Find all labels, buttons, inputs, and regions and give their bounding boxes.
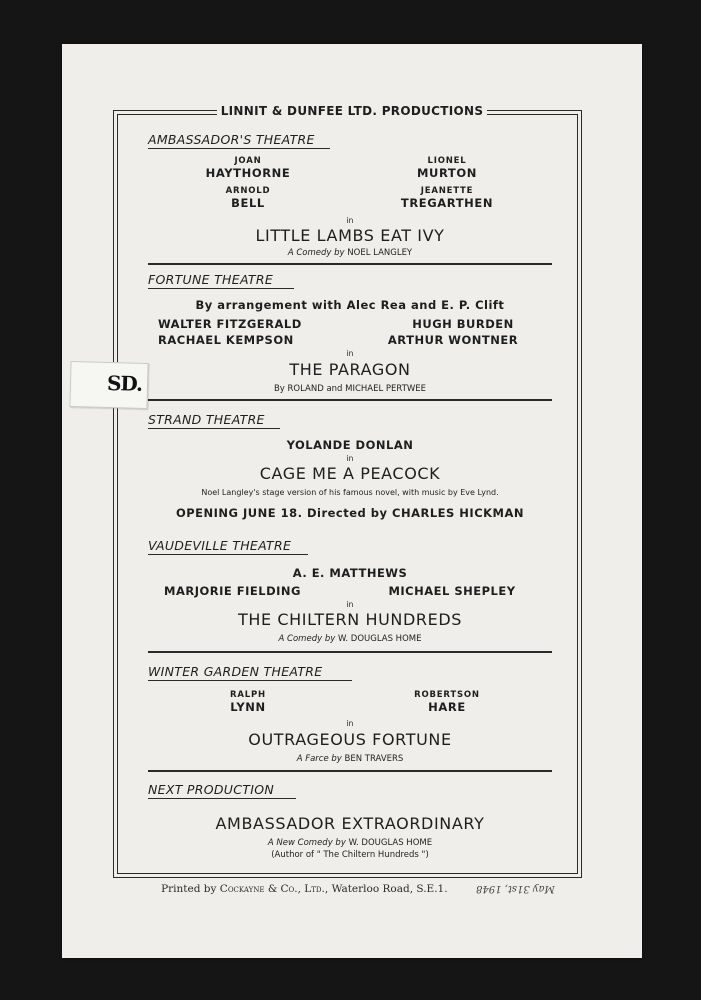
cast-member: LIONEL MURTON xyxy=(417,156,477,180)
vaudeville-section xyxy=(148,538,552,668)
producer-name: LINNIT & DUNFEE LTD. PRODUCTIONS xyxy=(217,104,488,118)
arrangement-line: By arrangement with Alec Rea and E. P. Clift xyxy=(195,298,505,312)
section-divider xyxy=(148,651,552,653)
sticker-fragment xyxy=(69,361,148,409)
section-divider xyxy=(148,399,552,401)
play-title: CAGE ME A PEACOCK xyxy=(259,464,441,483)
cast-member: HUGH BURDEN xyxy=(412,317,514,331)
cast-member: RALPH LYNN xyxy=(230,690,266,714)
cast-member: MICHAEL SHEPLEY xyxy=(388,584,516,598)
star-name: YOLANDE DONLAN xyxy=(286,438,414,452)
theatre-name: FORTUNE THEATRE xyxy=(148,272,274,287)
section-divider xyxy=(148,263,552,265)
in-label: in xyxy=(346,216,354,225)
date-stamp: May 31st, 1948 xyxy=(476,883,555,894)
programme-page xyxy=(62,44,642,958)
section-divider xyxy=(148,770,552,772)
theatre-underline xyxy=(148,148,330,149)
cast-member: ARTHUR WONTNER xyxy=(387,333,519,347)
theatre-underline xyxy=(148,680,352,681)
play-title: LITTLE LAMBS EAT IVY xyxy=(255,226,445,245)
cast-member: MARJORIE FIELDING xyxy=(164,584,301,598)
author-note: (Author of " The Chiltern Hundreds ") xyxy=(271,850,429,860)
fortune-section xyxy=(148,272,552,412)
play-credit: A Farce by BEN TRAVERS xyxy=(296,754,404,764)
next-heading: NEXT PRODUCTION xyxy=(148,782,274,797)
play-title: THE PARAGON xyxy=(289,360,411,379)
cast-member: ARNOLD BELL xyxy=(225,186,271,210)
winter-garden-section xyxy=(148,664,552,784)
cast-member: WALTER FITZGERALD xyxy=(158,317,302,331)
printer-footer: Printed by Cockayne & Co., Ltd., Waterloo Road, S.E.1. xyxy=(161,883,448,895)
cast-member: JEANETTE TREGARTHEN xyxy=(400,186,494,210)
producer-header xyxy=(62,104,642,118)
theatre-name: AMBASSADOR'S THEATRE xyxy=(148,132,315,147)
play-title: OUTRAGEOUS FORTUNE xyxy=(248,730,452,749)
play-title: THE CHILTERN HUNDREDS xyxy=(237,610,463,629)
theatre-underline xyxy=(148,798,296,799)
in-label: in xyxy=(346,349,354,358)
play-title: AMBASSADOR EXTRAORDINARY xyxy=(215,814,485,833)
play-credit: A New Comedy by W. DOUGLAS HOME xyxy=(267,838,433,848)
theatre-underline xyxy=(148,554,308,555)
theatre-name: WINTER GARDEN THEATRE xyxy=(148,664,323,679)
cast-member: RACHAEL KEMPSON xyxy=(158,333,294,347)
theatre-underline xyxy=(148,428,280,429)
in-label: in xyxy=(346,600,354,609)
star-name: A. E. MATTHEWS xyxy=(292,566,408,580)
in-label: in xyxy=(346,719,354,728)
strand-section xyxy=(148,412,552,538)
play-credit: A Comedy by W. DOUGLAS HOME xyxy=(278,634,422,644)
theatre-name: STRAND THEATRE xyxy=(148,412,265,427)
sticker-text: SD. xyxy=(106,370,143,396)
opening-line: OPENING JUNE 18. Directed by CHARLES HICKMAN xyxy=(175,506,525,520)
in-label: in xyxy=(346,454,354,463)
play-credit: By ROLAND and MICHAEL PERTWEE xyxy=(273,384,427,394)
cast-member: ROBERTSON HARE xyxy=(414,690,480,714)
theatre-underline xyxy=(148,288,294,289)
cast-member: JOAN HAYTHORNE xyxy=(205,156,291,180)
theatre-name: VAUDEVILLE THEATRE xyxy=(148,538,292,553)
play-credit: A Comedy by NOEL LANGLEY xyxy=(287,248,413,258)
next-production-section xyxy=(148,782,552,872)
play-note: Noel Langley's stage version of his famous novel, with music by Eve Lynd. xyxy=(201,488,499,497)
